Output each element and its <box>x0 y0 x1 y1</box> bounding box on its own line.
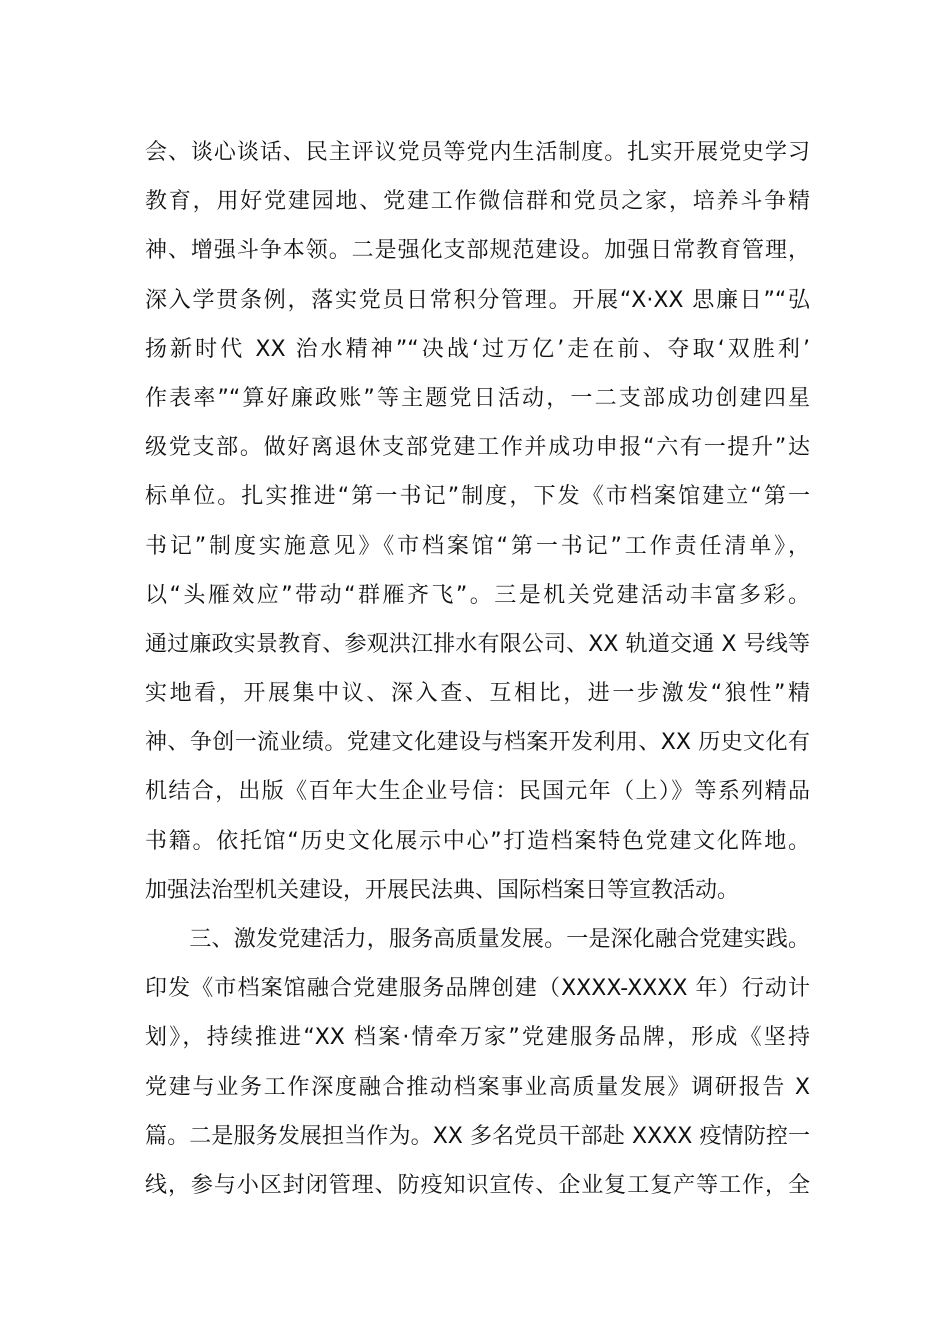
text-line: 以“头雁效应”带动“群雁齐飞”。三是机关党建活动丰富多彩。 <box>145 582 810 608</box>
text-line: 神、争创一流业绩。党建文化建设与档案开发利用、XX 历史文化有 <box>145 730 810 756</box>
text-line: 会、谈心谈话、民主评议党员等党内生活制度。扎实开展党史学习 <box>145 140 810 165</box>
text-line: 神、增强斗争本领。二是强化支部规范建设。加强日常教育管理， <box>145 238 810 264</box>
text-line: 书籍。依托馆“历史文化展示中心”打造档案特色党建文化阵地。 <box>145 828 810 854</box>
text-line: 印发《市档案馆融合党建服务品牌创建（XXXX-XXXX 年）行动计 <box>145 976 810 1002</box>
text-line: 实地看，开展集中议、深入查、互相比，进一步激发“狼性”精 <box>145 681 810 707</box>
text-line: 机结合，出版《百年大生企业号信：民国元年（上）》等系列精品 <box>145 779 810 805</box>
text-line: 扬新时代 XX 治水精神”“决战‘过万亿’走在前、夺取‘双胜利’ <box>145 336 810 362</box>
text-line: 线，参与小区封闭管理、防疫知识宣传、企业复工复产等工作，全 <box>145 1172 810 1198</box>
text-line: 级党支部。做好离退休支部党建工作并成功申报“六有一提升”达 <box>145 435 810 461</box>
text-line: 划》，持续推进“XX 档案·情牵万家”党建服务品牌，形成《坚持 <box>145 1025 810 1051</box>
text-line: 通过廉政实景教育、参观洪江排水有限公司、XX 轨道交通 X 号线等 <box>145 631 810 657</box>
body-text <box>145 128 810 1210</box>
section-heading-line: 三、激发党建活力，服务高质量发展。一是深化融合党建实践。 <box>145 927 810 952</box>
text-line: 党建与业务工作深度融合推动档案事业高质量发展》调研报告 X <box>145 1074 810 1100</box>
text-line: 作表率”“算好廉政账”等主题党日活动，一二支部成功创建四星 <box>145 385 810 411</box>
text-line: 书记”制度实施意见》《市档案馆“第一书记”工作责任清单》， <box>145 533 810 559</box>
text-line: 标单位。扎实推进“第一书记”制度，下发《市档案馆建立“第一 <box>145 484 810 510</box>
text-line: 篇。二是服务发展担当作为。XX 多名党员干部赴 XXXX 疫情防控一 <box>145 1123 810 1149</box>
text-line: 教育，用好党建园地、党建工作微信群和党员之家，培养斗争精 <box>145 189 810 215</box>
text-line: 深入学贯条例，落实党员日常积分管理。开展“X·XX 思廉日”“弘 <box>145 287 810 313</box>
paragraph-end-line: 加强法治型机关建设，开展民法典、国际档案日等宣教活动。 <box>145 877 740 903</box>
